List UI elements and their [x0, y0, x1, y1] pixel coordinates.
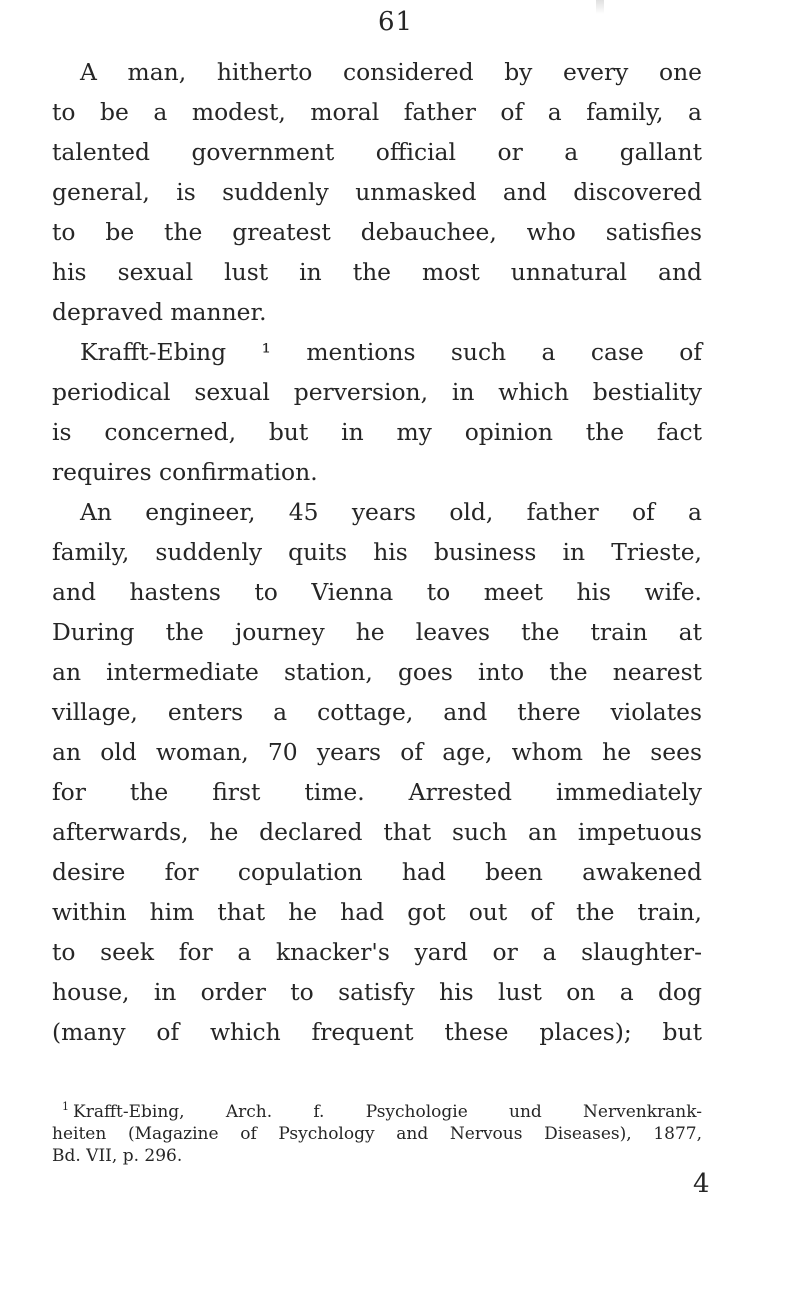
body-line: talented government official or a gallant: [52, 138, 702, 166]
body-line: requires confirmation.: [52, 458, 318, 486]
body-line: and hastens to Vienna to meet his wife.: [52, 578, 702, 606]
body-line: (many of which frequent these places); but: [52, 1018, 702, 1046]
body-line: for the first time. Arrested immediately: [52, 778, 702, 806]
body-line: his sexual lust in the most unnatural and: [52, 258, 702, 286]
body-line: an intermediate station, goes into the nearest: [52, 658, 702, 686]
body-line: to seek for a knacker's yard or a slaughter-: [52, 938, 702, 966]
body-line: an old woman, 70 years of age, whom he sees: [52, 738, 702, 766]
body-line: A man, hitherto considered by every one: [80, 58, 702, 86]
footnote-text: Krafft-Ebing, Arch. f. Psychologie und Nervenkrank-: [73, 1102, 702, 1122]
footnote: [52, 1101, 702, 1167]
body-line: family, suddenly quits his business in Trieste,: [52, 538, 702, 566]
footnote-marker: 1: [62, 1100, 69, 1113]
body-line: depraved manner.: [52, 298, 267, 326]
body-line: An engineer, 45 years old, father of a: [80, 498, 702, 526]
body-line: to be a modest, moral father of a family, a: [52, 98, 702, 126]
body-line: general, is suddenly unmasked and discovered: [52, 178, 702, 206]
signature-mark: 4: [693, 1169, 710, 1199]
body-text: [52, 52, 702, 1052]
footnote-line-first: [52, 1101, 702, 1123]
paper-mark: [596, 0, 604, 14]
body-line: periodical sexual perversion, in which bestiality: [52, 378, 702, 406]
body-line: house, in order to satisfy his lust on a dog: [52, 978, 702, 1006]
body-line: to be the greatest debauchee, who satisfies: [52, 218, 702, 246]
body-line: afterwards, he declared that such an impetuous: [52, 818, 702, 846]
body-line: Krafft-Ebing ¹ mentions such a case of: [80, 338, 702, 366]
footnote-line: heiten (Magazine of Psychology and Nervous Diseases), 1877,: [52, 1124, 702, 1144]
body-line: During the journey he leaves the train at: [52, 618, 702, 646]
page-number: 61: [378, 7, 414, 37]
body-line: desire for copulation had been awakened: [52, 858, 702, 886]
body-line: is concerned, but in my opinion the fact: [52, 418, 702, 446]
footnote-line: Bd. VII, p. 296.: [52, 1146, 183, 1166]
body-line: village, enters a cottage, and there violates: [52, 698, 702, 726]
body-line: within him that he had got out of the train,: [52, 898, 702, 926]
